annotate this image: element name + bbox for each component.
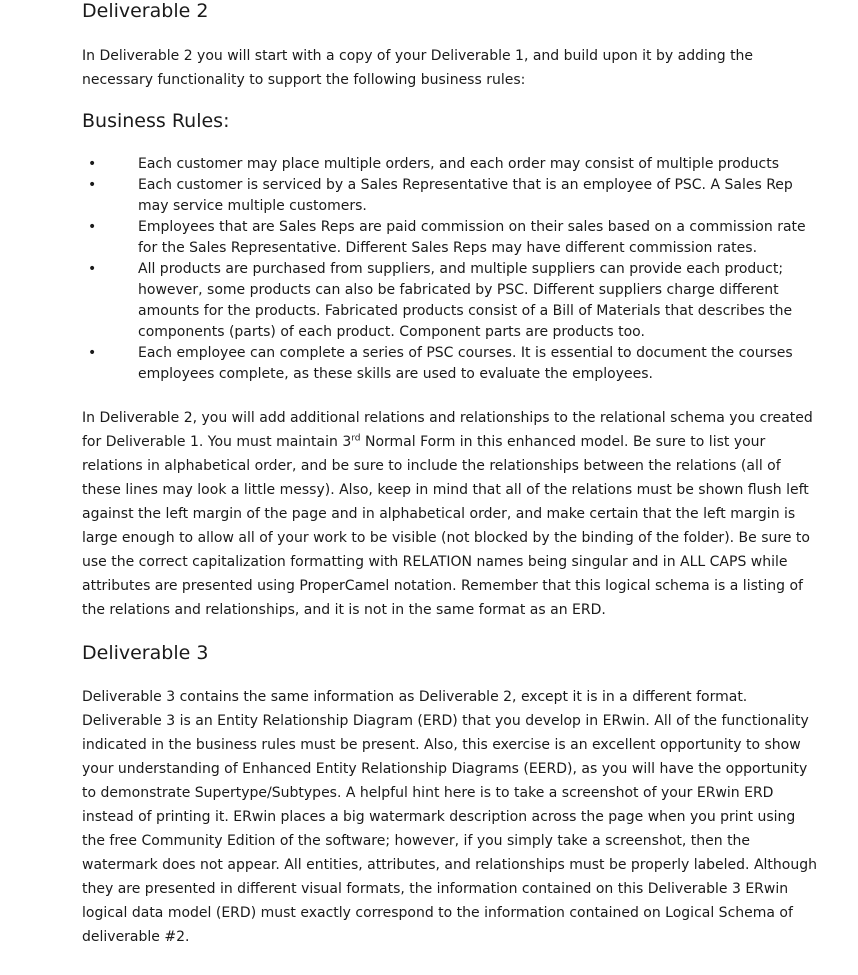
business-rule-text: Employees that are Sales Reps are paid commission on their sales based on a commission rate for the Sales Representative. Different Sales Reps may have different commission rates. — [138, 219, 806, 256]
business-rule-item — [82, 217, 822, 259]
business-rule-item — [82, 343, 822, 385]
bullet-icon: • — [88, 156, 97, 172]
bullet-icon: • — [88, 219, 97, 235]
business-rule-item — [82, 154, 822, 175]
bullet-icon: • — [88, 261, 97, 277]
deliverable-2-heading: Deliverable 2 — [82, 0, 209, 22]
business-rule-text: All products are purchased from suppliers, and multiple suppliers can provide each product; however, some products can also be fabricated by PSC. Different suppliers charge different amounts for the products. Fabricated products consist of a Bill of Materials that describes the components (parts) of each product. Component parts are products too. — [138, 261, 793, 340]
business-rules-heading: Business Rules: — [82, 110, 230, 132]
deliverable-3-body: Deliverable 3 contains the same information as Deliverable 2, except it is in a different format. Deliverable 3 is an Entity Relationship Diagram (ERD) that you develop in ERwin. All of the functionality indicated in the business rules must be present. Also, this exercise is an excellent opportunity to show your understanding of Enhanced Entity Relationship Diagrams (EERD), as you will have the opportunity to demonstrate Supertype/Subtypes. A helpful hint here is to take a screenshot of your ERwin ERD instead of printing it. ERwin places a big watermark description across the page when you print using the free Community Edition of the software; however, if you simply take a screenshot, then the watermark does not appear. All entities, attributes, and relationships must be properly labeled. Although they are presented in different visual formats, the information contained on this Deliverable 3 ERwin logical data model (ERD) must exactly correspond to the information contained on Logical Schema of deliverable #2. — [82, 689, 817, 945]
deliverable-2-intro: In Deliverable 2 you will start with a copy of your Deliverable 1, and build upon it by adding the necessary functionality to support the following business rules: — [82, 48, 754, 88]
business-rule-item — [82, 259, 822, 343]
deliverable-2-body-end: Normal Form in this enhanced model. Be sure to list your relations in alphabetical order, and be sure to include the relationships between the relations (all of these lines may look a little messy). Also, keep in mind that all of the relations must be shown flush left against the left margin of the page and in alphabetical order, and make certain that the left margin is large enough to allow all of your work to be visible (not blocked by the binding of the folder). Be sure to use the correct capitalization formatting with RELATION names being singular and in ALL CAPS while attributes are presented using ProperCamel notation. Remember that this logical schema is a listing of the relations and relationships, and it is not in the same format as an ERD. — [82, 434, 810, 618]
business-rule-text: Each customer is serviced by a Sales Representative that is an employee of PSC. A Sales Rep may service multiple customers. — [138, 177, 793, 214]
deliverable-2-body — [82, 406, 822, 622]
business-rule-text: Each customer may place multiple orders, and each order may consist of multiple products — [138, 156, 780, 172]
ordinal-superscript: rd — [351, 433, 361, 444]
deliverable-3-heading: Deliverable 3 — [82, 642, 209, 664]
business-rule-item — [82, 175, 822, 217]
bullet-icon: • — [88, 177, 97, 193]
business-rules-list — [82, 154, 822, 385]
business-rule-text: Each employee can complete a series of PSC courses. It is essential to document the courses employees complete, as these skills are used to evaluate the employees. — [138, 345, 793, 382]
bullet-icon: • — [88, 345, 97, 361]
deliverable-2-body-start: In Deliverable 2, you will add additional relations and relationships to the relational schema you created for Deliverable 1. You must maintain 3 — [82, 410, 813, 450]
